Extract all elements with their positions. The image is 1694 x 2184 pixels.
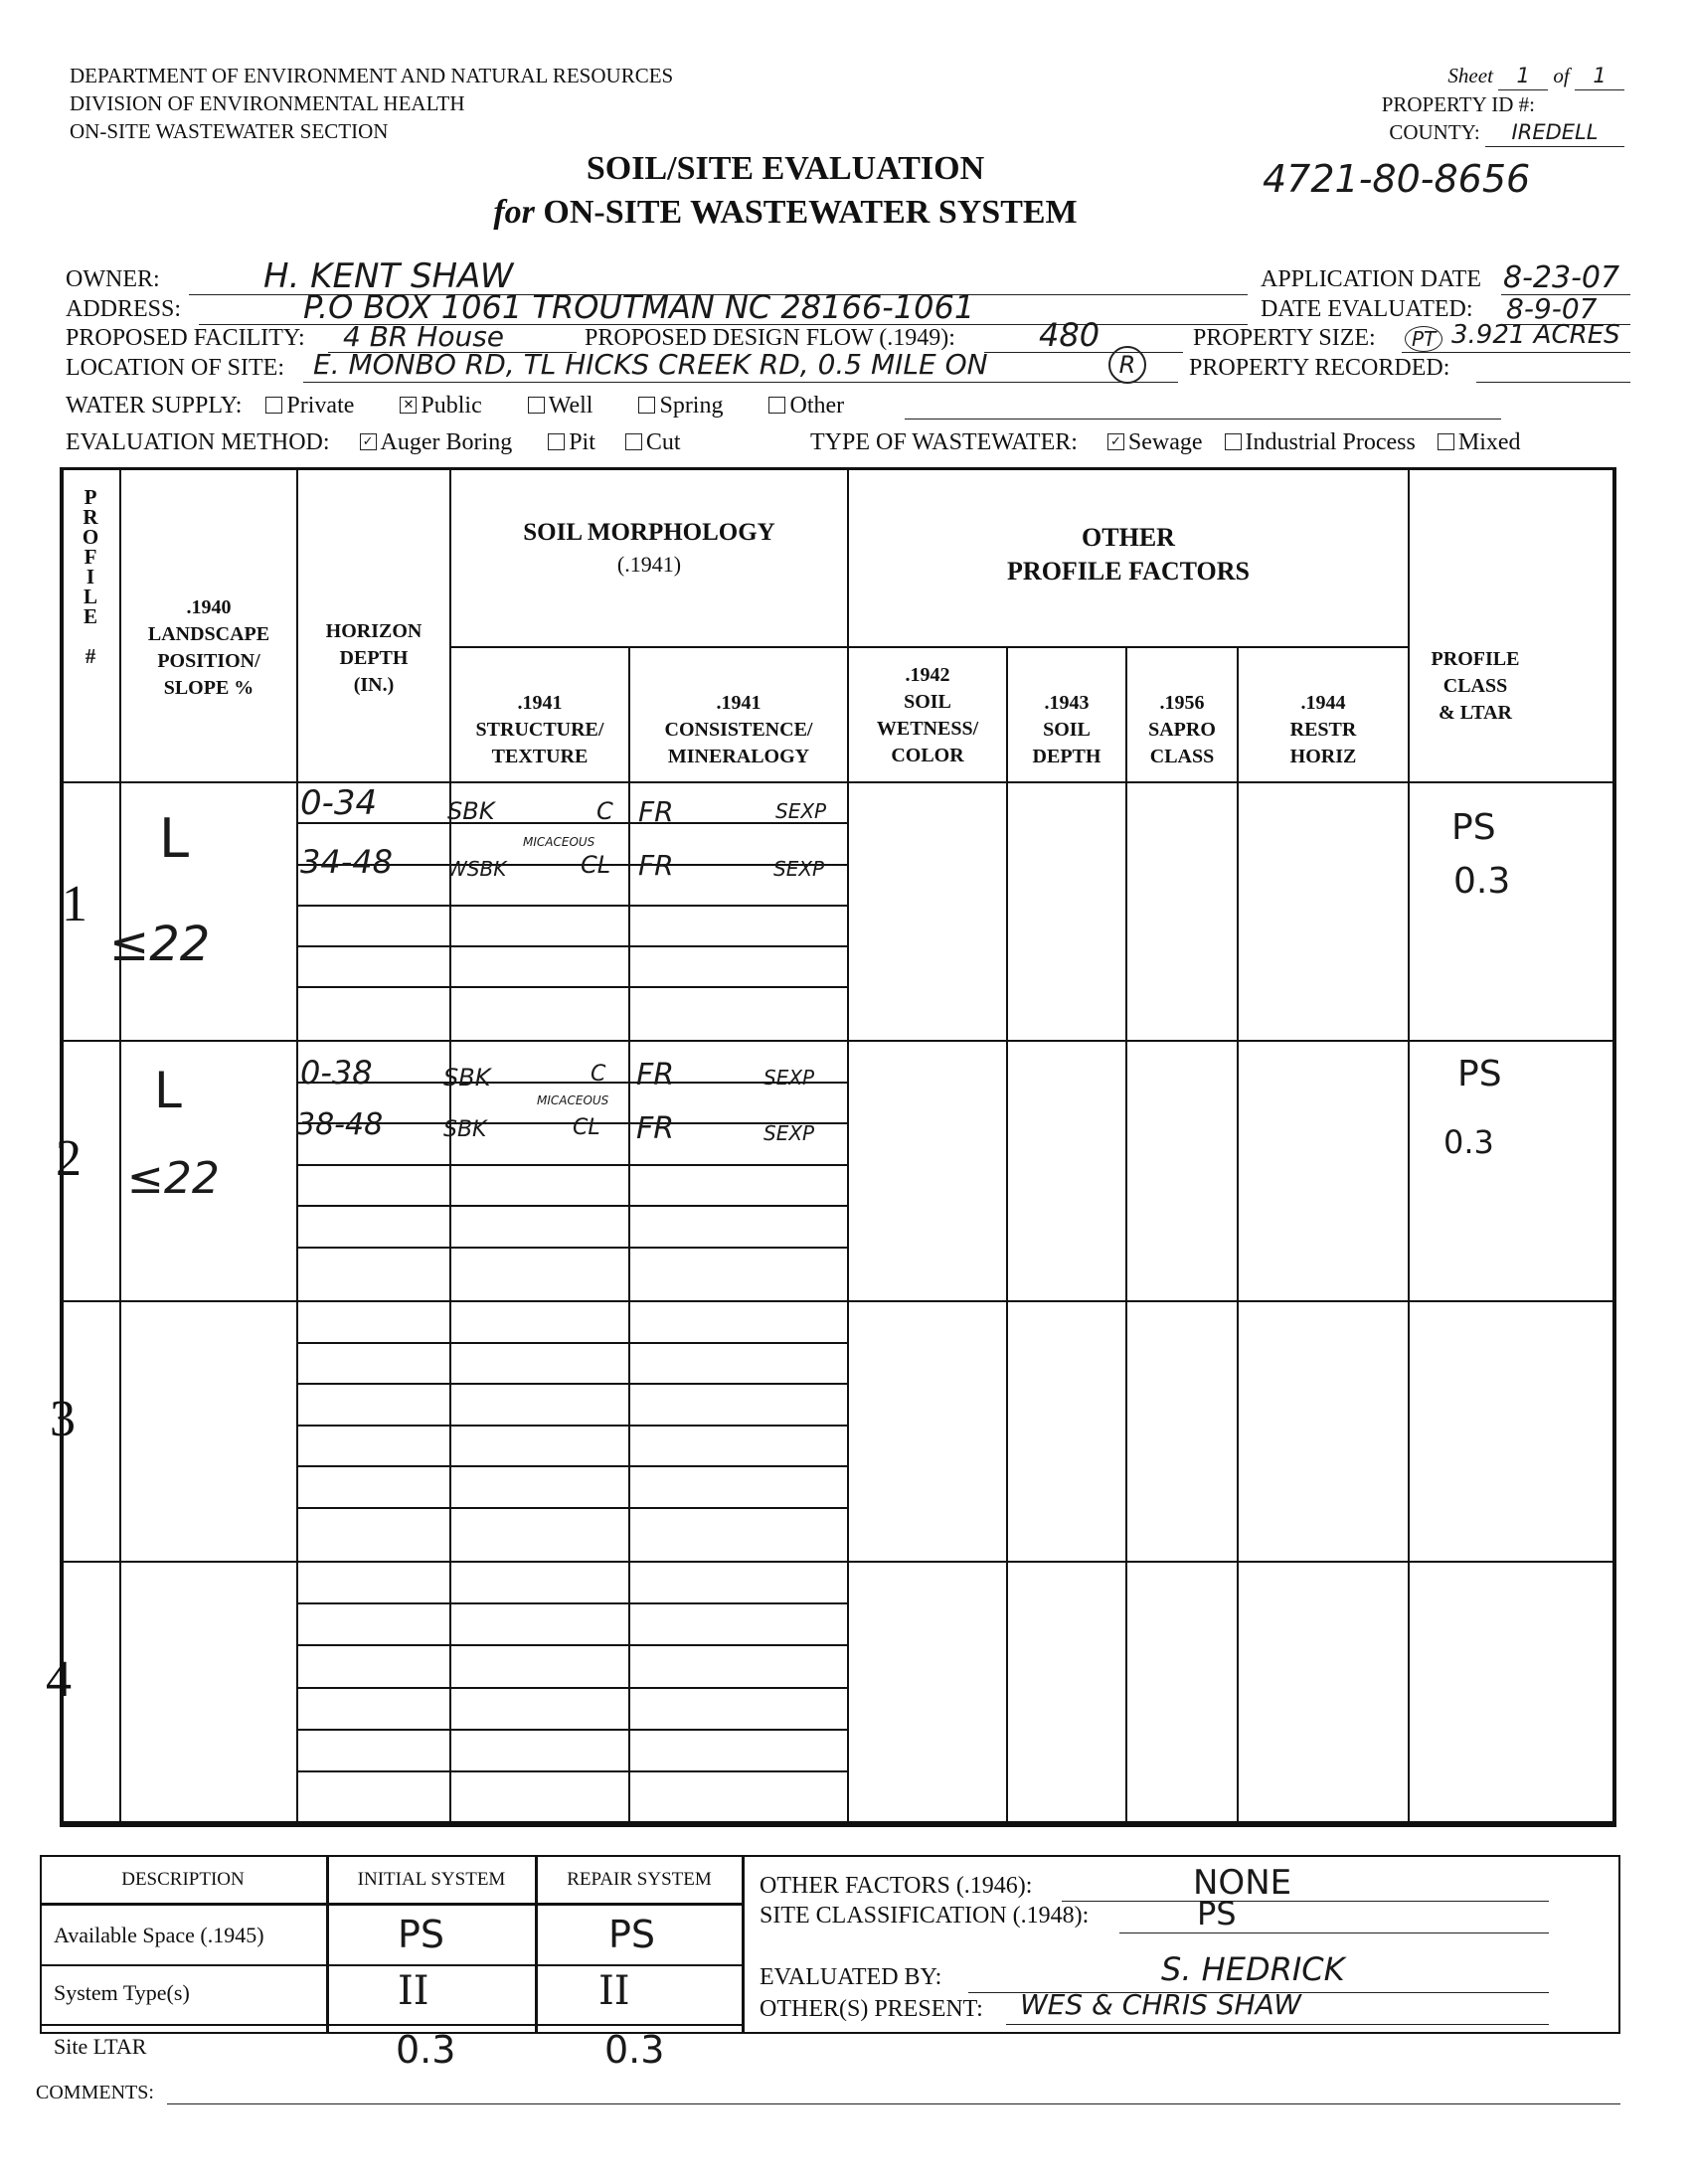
subrow-line bbox=[296, 1342, 847, 1344]
profile-number-3: 3 bbox=[50, 1391, 76, 1447]
bt-row2-label: System Type(s) bbox=[54, 1980, 190, 2005]
agency-line1: DEPARTMENT OF ENVIRONMENT AND NATURAL RESOURCES bbox=[70, 64, 674, 87]
consistence-header: .1941 CONSISTENCE/ MINERALOGY bbox=[664, 692, 813, 767]
other-factors-value[interactable]: NONE bbox=[1193, 1863, 1292, 1903]
checkbox-industrial[interactable] bbox=[1225, 433, 1242, 450]
checkbox-public[interactable]: ✕ bbox=[400, 397, 417, 414]
bt-row3-initial[interactable]: 0.3 bbox=[396, 2028, 456, 2072]
p2-r2-depth[interactable]: 38-48 bbox=[296, 1107, 384, 1142]
water-well-option[interactable]: Well bbox=[528, 393, 593, 419]
p1-r1-consistence[interactable]: FR bbox=[638, 795, 674, 828]
flow-label: PROPOSED DESIGN FLOW (.1949): bbox=[585, 325, 955, 351]
others-present-label: OTHER(S) PRESENT: bbox=[760, 1996, 983, 2022]
structure-header: .1941 STRUCTURE/ TEXTURE bbox=[475, 692, 604, 767]
sheet-label: Sheet bbox=[1447, 64, 1493, 87]
owner-value[interactable]: H. KENT SHAW bbox=[263, 256, 514, 296]
agency-line2: DIVISION OF ENVIRONMENTAL HEALTH bbox=[70, 91, 465, 115]
property-id-value: 4721-80-8656 bbox=[1263, 157, 1531, 201]
facility-label: PROPOSED FACILITY: bbox=[66, 325, 305, 351]
horizon-header: HORIZON DEPTH (IN.) bbox=[325, 620, 423, 696]
site-class-label: SITE CLASSIFICATION (.1948): bbox=[760, 1903, 1090, 1929]
site-class-value[interactable]: PS bbox=[1197, 1895, 1237, 1932]
p1-landscape[interactable]: L bbox=[159, 807, 190, 870]
p2-r2-texture-note: MICACEOUS bbox=[537, 1093, 609, 1107]
p2-r2-mineralogy[interactable]: SEXP bbox=[763, 1121, 815, 1145]
prop-size-value[interactable]: 3.921 ACRES bbox=[1451, 320, 1620, 350]
p1-r2-mineralogy[interactable]: SEXP bbox=[773, 857, 825, 881]
sheet-block bbox=[1382, 62, 1624, 147]
subrow-line bbox=[296, 905, 847, 907]
wastewater-sewage-option[interactable]: ✓ Sewage bbox=[1107, 429, 1203, 455]
agency-line3: ON-SITE WASTEWATER SECTION bbox=[70, 119, 389, 143]
p2-landscape[interactable]: L bbox=[154, 1062, 182, 1119]
p1-r2-structure[interactable]: WSBK bbox=[447, 857, 507, 881]
water-spring-option[interactable]: Spring bbox=[638, 393, 723, 419]
location-value[interactable]: E. MONBO RD, TL HICKS CREEK RD, 0.5 MILE ON bbox=[313, 348, 988, 381]
owner-label: OWNER: bbox=[66, 266, 160, 292]
bt-row1-repair[interactable]: PS bbox=[608, 1913, 656, 1956]
landscape-header: .1940 LANDSCAPE POSITION/ SLOPE % bbox=[147, 596, 270, 699]
date-eval-label: DATE EVALUATED: bbox=[1261, 296, 1473, 322]
p2-r1-consistence[interactable]: FR bbox=[636, 1058, 675, 1092]
subrow-line bbox=[296, 1465, 847, 1467]
p2-r1-mineralogy[interactable]: SEXP bbox=[763, 1066, 815, 1090]
bt-row3-label: Site LTAR bbox=[54, 2034, 147, 2059]
subrow-line bbox=[296, 945, 847, 947]
bt-row1-label: Available Space (.1945) bbox=[54, 1923, 264, 1947]
p1-class[interactable]: PS bbox=[1451, 807, 1496, 848]
water-private-option[interactable]: Private bbox=[265, 393, 354, 419]
evaluation-method-label: EVALUATION METHOD: bbox=[66, 429, 330, 455]
title-line2: ON-SITE WASTEWATER SYSTEM bbox=[543, 194, 1078, 231]
profile-number-1: 1 bbox=[62, 876, 87, 932]
evaluation-method-row bbox=[66, 429, 681, 456]
bt-header-description: DESCRIPTION bbox=[121, 1869, 245, 1890]
p2-r1-depth[interactable]: 0-38 bbox=[300, 1054, 373, 1092]
bt-row2-repair[interactable]: II bbox=[598, 1968, 630, 2014]
sheet-number: 1 bbox=[1498, 62, 1548, 90]
profile-number-2: 2 bbox=[56, 1130, 82, 1187]
other-factors-header: OTHER PROFILE FACTORS bbox=[1007, 523, 1250, 586]
checkbox-auger[interactable]: ✓ bbox=[360, 433, 377, 450]
flow-value[interactable]: 480 bbox=[1039, 316, 1101, 354]
checkbox-pit[interactable] bbox=[548, 433, 565, 450]
profile-number-4: 4 bbox=[46, 1651, 72, 1708]
water-other-option[interactable]: Other bbox=[768, 393, 844, 419]
bt-row1-initial[interactable]: PS bbox=[398, 1913, 445, 1956]
p1-r1-mineralogy[interactable]: SEXP bbox=[775, 799, 827, 823]
checkbox-well[interactable] bbox=[528, 397, 545, 414]
p1-r2-depth[interactable]: 34-48 bbox=[300, 843, 393, 881]
p2-r1-structure[interactable]: SBK bbox=[443, 1064, 491, 1092]
subrow-line bbox=[296, 1383, 847, 1385]
subrow-line bbox=[296, 1602, 847, 1604]
property-id-label: PROPERTY ID #: bbox=[1381, 92, 1535, 116]
checkbox-mixed[interactable] bbox=[1438, 433, 1454, 450]
p2-r2-texture[interactable]: CL bbox=[573, 1115, 600, 1140]
form-title bbox=[0, 147, 1571, 235]
address-value[interactable]: P.O BOX 1061 TROUTMAN NC 28166-1061 bbox=[303, 288, 975, 326]
bt-header-initial: INITIAL SYSTEM bbox=[357, 1869, 506, 1890]
checkbox-cut[interactable] bbox=[625, 433, 642, 450]
sapro-header: .1956 SAPRO CLASS bbox=[1148, 692, 1216, 767]
subrow-line bbox=[296, 1205, 847, 1207]
title-for: for bbox=[493, 194, 535, 231]
water-supply-row bbox=[66, 393, 844, 420]
p1-r1-depth[interactable]: 0-34 bbox=[300, 783, 378, 823]
other-factors-label: OTHER FACTORS (.1946): bbox=[760, 1873, 1033, 1899]
subrow-line bbox=[296, 1425, 847, 1427]
subrow-line bbox=[296, 1729, 847, 1731]
prop-recorded-label: PROPERTY RECORDED: bbox=[1189, 355, 1450, 381]
p2-r1-texture[interactable]: C bbox=[591, 1062, 606, 1087]
wastewater-type-label: TYPE OF WASTEWATER: bbox=[810, 429, 1078, 455]
p1-r1-texture[interactable]: C bbox=[596, 797, 613, 825]
subrow-line bbox=[296, 1507, 847, 1509]
p1-r2-texture[interactable]: CL bbox=[581, 851, 611, 879]
method-cut-option[interactable]: Cut bbox=[625, 429, 681, 455]
facility-value[interactable]: 4 BR House bbox=[343, 320, 505, 353]
evaluated-by-value[interactable]: S. HEDRICK bbox=[1161, 1950, 1345, 1988]
p1-r2-consistence[interactable]: FR bbox=[638, 849, 674, 882]
subrow-line bbox=[296, 1164, 847, 1166]
checkbox-other[interactable] bbox=[768, 397, 785, 414]
address-label: ADDRESS: bbox=[66, 296, 182, 322]
prop-size-label: PROPERTY SIZE: bbox=[1193, 325, 1376, 351]
p1-r1-structure[interactable]: SBK bbox=[447, 797, 495, 825]
county-value: IREDELL bbox=[1485, 118, 1624, 147]
profile-header-text: P R O F I L E # bbox=[82, 485, 99, 668]
sheet-total: 1 bbox=[1575, 62, 1624, 90]
app-date-label: APPLICATION DATE bbox=[1261, 266, 1481, 292]
bt-row2-initial[interactable]: II bbox=[398, 1968, 429, 2014]
date-eval-value[interactable]: 8-9-07 bbox=[1506, 292, 1598, 325]
comments-label: COMMENTS: bbox=[36, 2082, 154, 2103]
others-present-value[interactable]: WES & CHRIS SHAW bbox=[1020, 1988, 1301, 2021]
location-label: LOCATION OF SITE: bbox=[66, 355, 284, 381]
p2-r2-structure[interactable]: SBK bbox=[443, 1117, 487, 1142]
restr-header: .1944 RESTR HORIZ bbox=[1289, 692, 1357, 767]
wetness-header: .1942 SOIL WETNESS/ COLOR bbox=[876, 664, 979, 766]
subrow-line bbox=[296, 822, 847, 824]
location-circle: R bbox=[1108, 346, 1146, 384]
county-label: COUNTY: bbox=[1389, 120, 1480, 144]
water-supply-label: WATER SUPPLY: bbox=[66, 393, 243, 419]
sheet-of-label: of bbox=[1553, 64, 1570, 87]
evaluated-by-label: EVALUATED BY: bbox=[760, 1964, 942, 1990]
agency-header bbox=[70, 62, 673, 145]
soil-depth-header: .1943 SOIL DEPTH bbox=[1032, 692, 1101, 767]
water-public-option[interactable]: ✕ Public bbox=[400, 393, 481, 419]
p2-ltar[interactable]: 0.3 bbox=[1443, 1123, 1494, 1161]
wastewater-type-row bbox=[810, 429, 1521, 456]
soil-morph-header: SOIL MORPHOLOGY (.1941) bbox=[523, 519, 775, 577]
p2-slope[interactable]: ≤22 bbox=[127, 1153, 220, 1204]
subrow-line bbox=[296, 1687, 847, 1689]
checkbox-private[interactable] bbox=[265, 397, 282, 414]
subrow-line bbox=[296, 1644, 847, 1646]
prop-size-prefix: PT bbox=[1405, 326, 1442, 352]
app-date-value[interactable]: 8-23-07 bbox=[1503, 260, 1620, 295]
p2-r2-consistence[interactable]: FR bbox=[636, 1111, 675, 1146]
method-auger-option[interactable]: ✓ Auger Boring bbox=[360, 429, 513, 455]
profile-header bbox=[66, 487, 115, 666]
p1-slope[interactable]: ≤22 bbox=[109, 917, 211, 972]
method-pit-option[interactable]: Pit bbox=[548, 429, 595, 455]
bt-header-repair: REPAIR SYSTEM bbox=[567, 1869, 712, 1890]
wastewater-mixed-option[interactable]: Mixed bbox=[1438, 429, 1521, 455]
checkbox-sewage[interactable]: ✓ bbox=[1107, 433, 1124, 450]
subrow-line bbox=[296, 1770, 847, 1772]
title-line1: SOIL/SITE EVALUATION bbox=[586, 150, 985, 187]
p1-ltar[interactable]: 0.3 bbox=[1453, 861, 1511, 902]
bt-row3-repair[interactable]: 0.3 bbox=[604, 2028, 665, 2072]
subrow-line bbox=[296, 1247, 847, 1249]
p1-r2-texture-note: MICACEOUS bbox=[523, 835, 595, 849]
p2-class[interactable]: PS bbox=[1457, 1054, 1502, 1094]
subrow-line bbox=[296, 986, 847, 988]
wastewater-industrial-option[interactable]: Industrial Process bbox=[1225, 429, 1416, 455]
profile-class-header: PROFILE CLASS & LTAR bbox=[1431, 648, 1520, 724]
checkbox-spring[interactable] bbox=[638, 397, 655, 414]
